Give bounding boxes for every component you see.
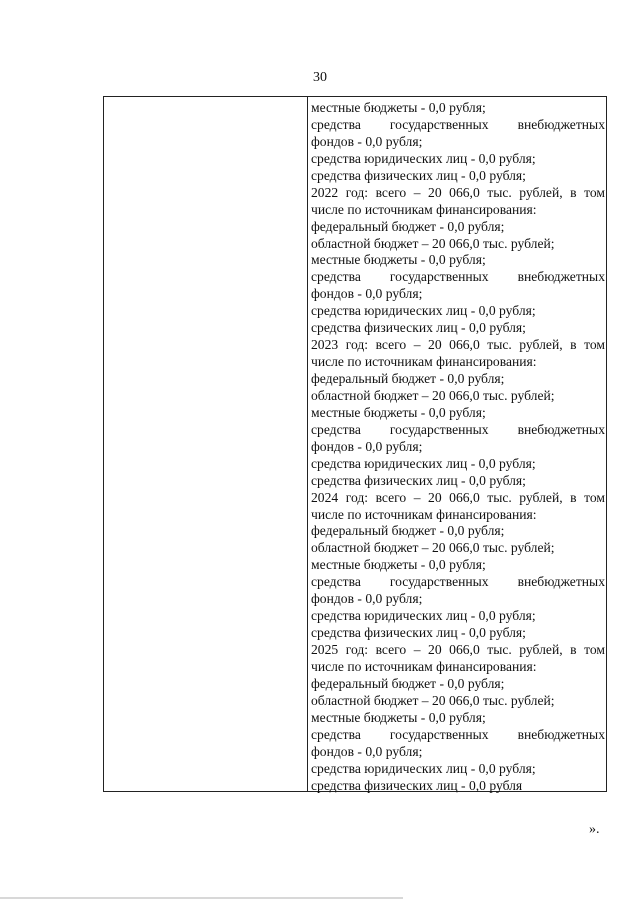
table-text-line: средства государственных внебюджетных [311, 726, 605, 742]
table-text-line: 2023 год: всего – 20 066,0 тыс. рублей, в том [311, 337, 605, 353]
table-text-line: федеральный бюджет - 0,0 рубля; [311, 371, 505, 386]
table-text-line: средства юридических лиц - 0,0 рубля; [311, 760, 536, 776]
table-text-line: средства государственных внебюджетных [311, 574, 605, 590]
table-text-line: 2025 год: всего – 20 066,0 тыс. рублей, в том [311, 642, 605, 657]
table-text-line: средства государственных внебюджетных [311, 116, 605, 132]
bottom-rule [0, 897, 403, 899]
table-text-line: областной бюджет – 20 066,0 тыс. рублей; [311, 540, 555, 556]
table-text-line: 2022 год: всего – 20 066,0 тыс. рублей, в том [311, 184, 605, 200]
table-text-line: федеральный бюджет - 0,0 рубля; [311, 523, 505, 539]
table-text-line: местные бюджеты - 0,0 рубля; [311, 252, 486, 268]
table-text-line: числе по источникам финансирования: [311, 201, 537, 217]
table-text-line: фондов - 0,0 рубля; [311, 743, 423, 759]
table-right-cell [311, 100, 605, 794]
table-text-line: 2024 год: всего – 20 066,0 тыс. рублей, в том [311, 489, 605, 505]
table-text-line: средства физических лиц - 0,0 рубля; [311, 472, 526, 488]
funding-table [103, 96, 607, 792]
table-text-line: областной бюджет – 20 066,0 тыс. рублей; [311, 235, 555, 251]
table-text-line: местные бюджеты - 0,0 рубля; [311, 557, 486, 573]
table-text-line: средства юридических лиц - 0,0 рубля; [311, 608, 536, 624]
table-text-line: фондов - 0,0 рубля; [311, 438, 423, 454]
table-text-line: федеральный бюджет - 0,0 рубля; [311, 675, 505, 691]
table-text-line: фондов - 0,0 рубля; [311, 133, 423, 149]
table-text-line: средства юридических лиц - 0,0 рубля; [311, 150, 536, 166]
table-text-line: числе по источникам финансирования: [311, 506, 537, 522]
table-text-line: средства государственных внебюджетных [311, 269, 605, 285]
table-left-cell [104, 97, 308, 791]
table-text-line: средства юридических лиц - 0,0 рубля; [311, 455, 536, 471]
page-number: 30 [313, 70, 327, 85]
table-text-line: средства физических лиц - 0,0 рубля; [311, 625, 526, 641]
table-text-line: числе по источникам финансирования: [311, 658, 537, 674]
table-text-line: средства физических лиц - 0,0 рубля [311, 777, 523, 793]
table-text-line: фондов - 0,0 рубля; [311, 591, 423, 607]
table-text-line: местные бюджеты - 0,0 рубля; [311, 404, 486, 420]
table-text-line: числе по источникам финансирования: [311, 354, 537, 370]
table-text-line: местные бюджеты - 0,0 рубля; [311, 100, 486, 115]
table-text-line: средства государственных внебюджетных [311, 421, 605, 437]
table-text-line: федеральный бюджет - 0,0 рубля; [311, 218, 505, 234]
table-text-line: фондов - 0,0 рубля; [311, 286, 423, 302]
table-text-line: средства физических лиц - 0,0 рубля; [311, 320, 526, 336]
table-text-line: областной бюджет – 20 066,0 тыс. рублей; [311, 692, 555, 708]
table-text-line: местные бюджеты - 0,0 рубля; [311, 709, 486, 725]
table-text-line: средства физических лиц - 0,0 рубля; [311, 167, 526, 183]
closing-quote-mark: ». [589, 822, 600, 837]
table-text-line: областной бюджет – 20 066,0 тыс. рублей; [311, 387, 555, 403]
table-text-line: средства юридических лиц - 0,0 рубля; [311, 303, 536, 319]
